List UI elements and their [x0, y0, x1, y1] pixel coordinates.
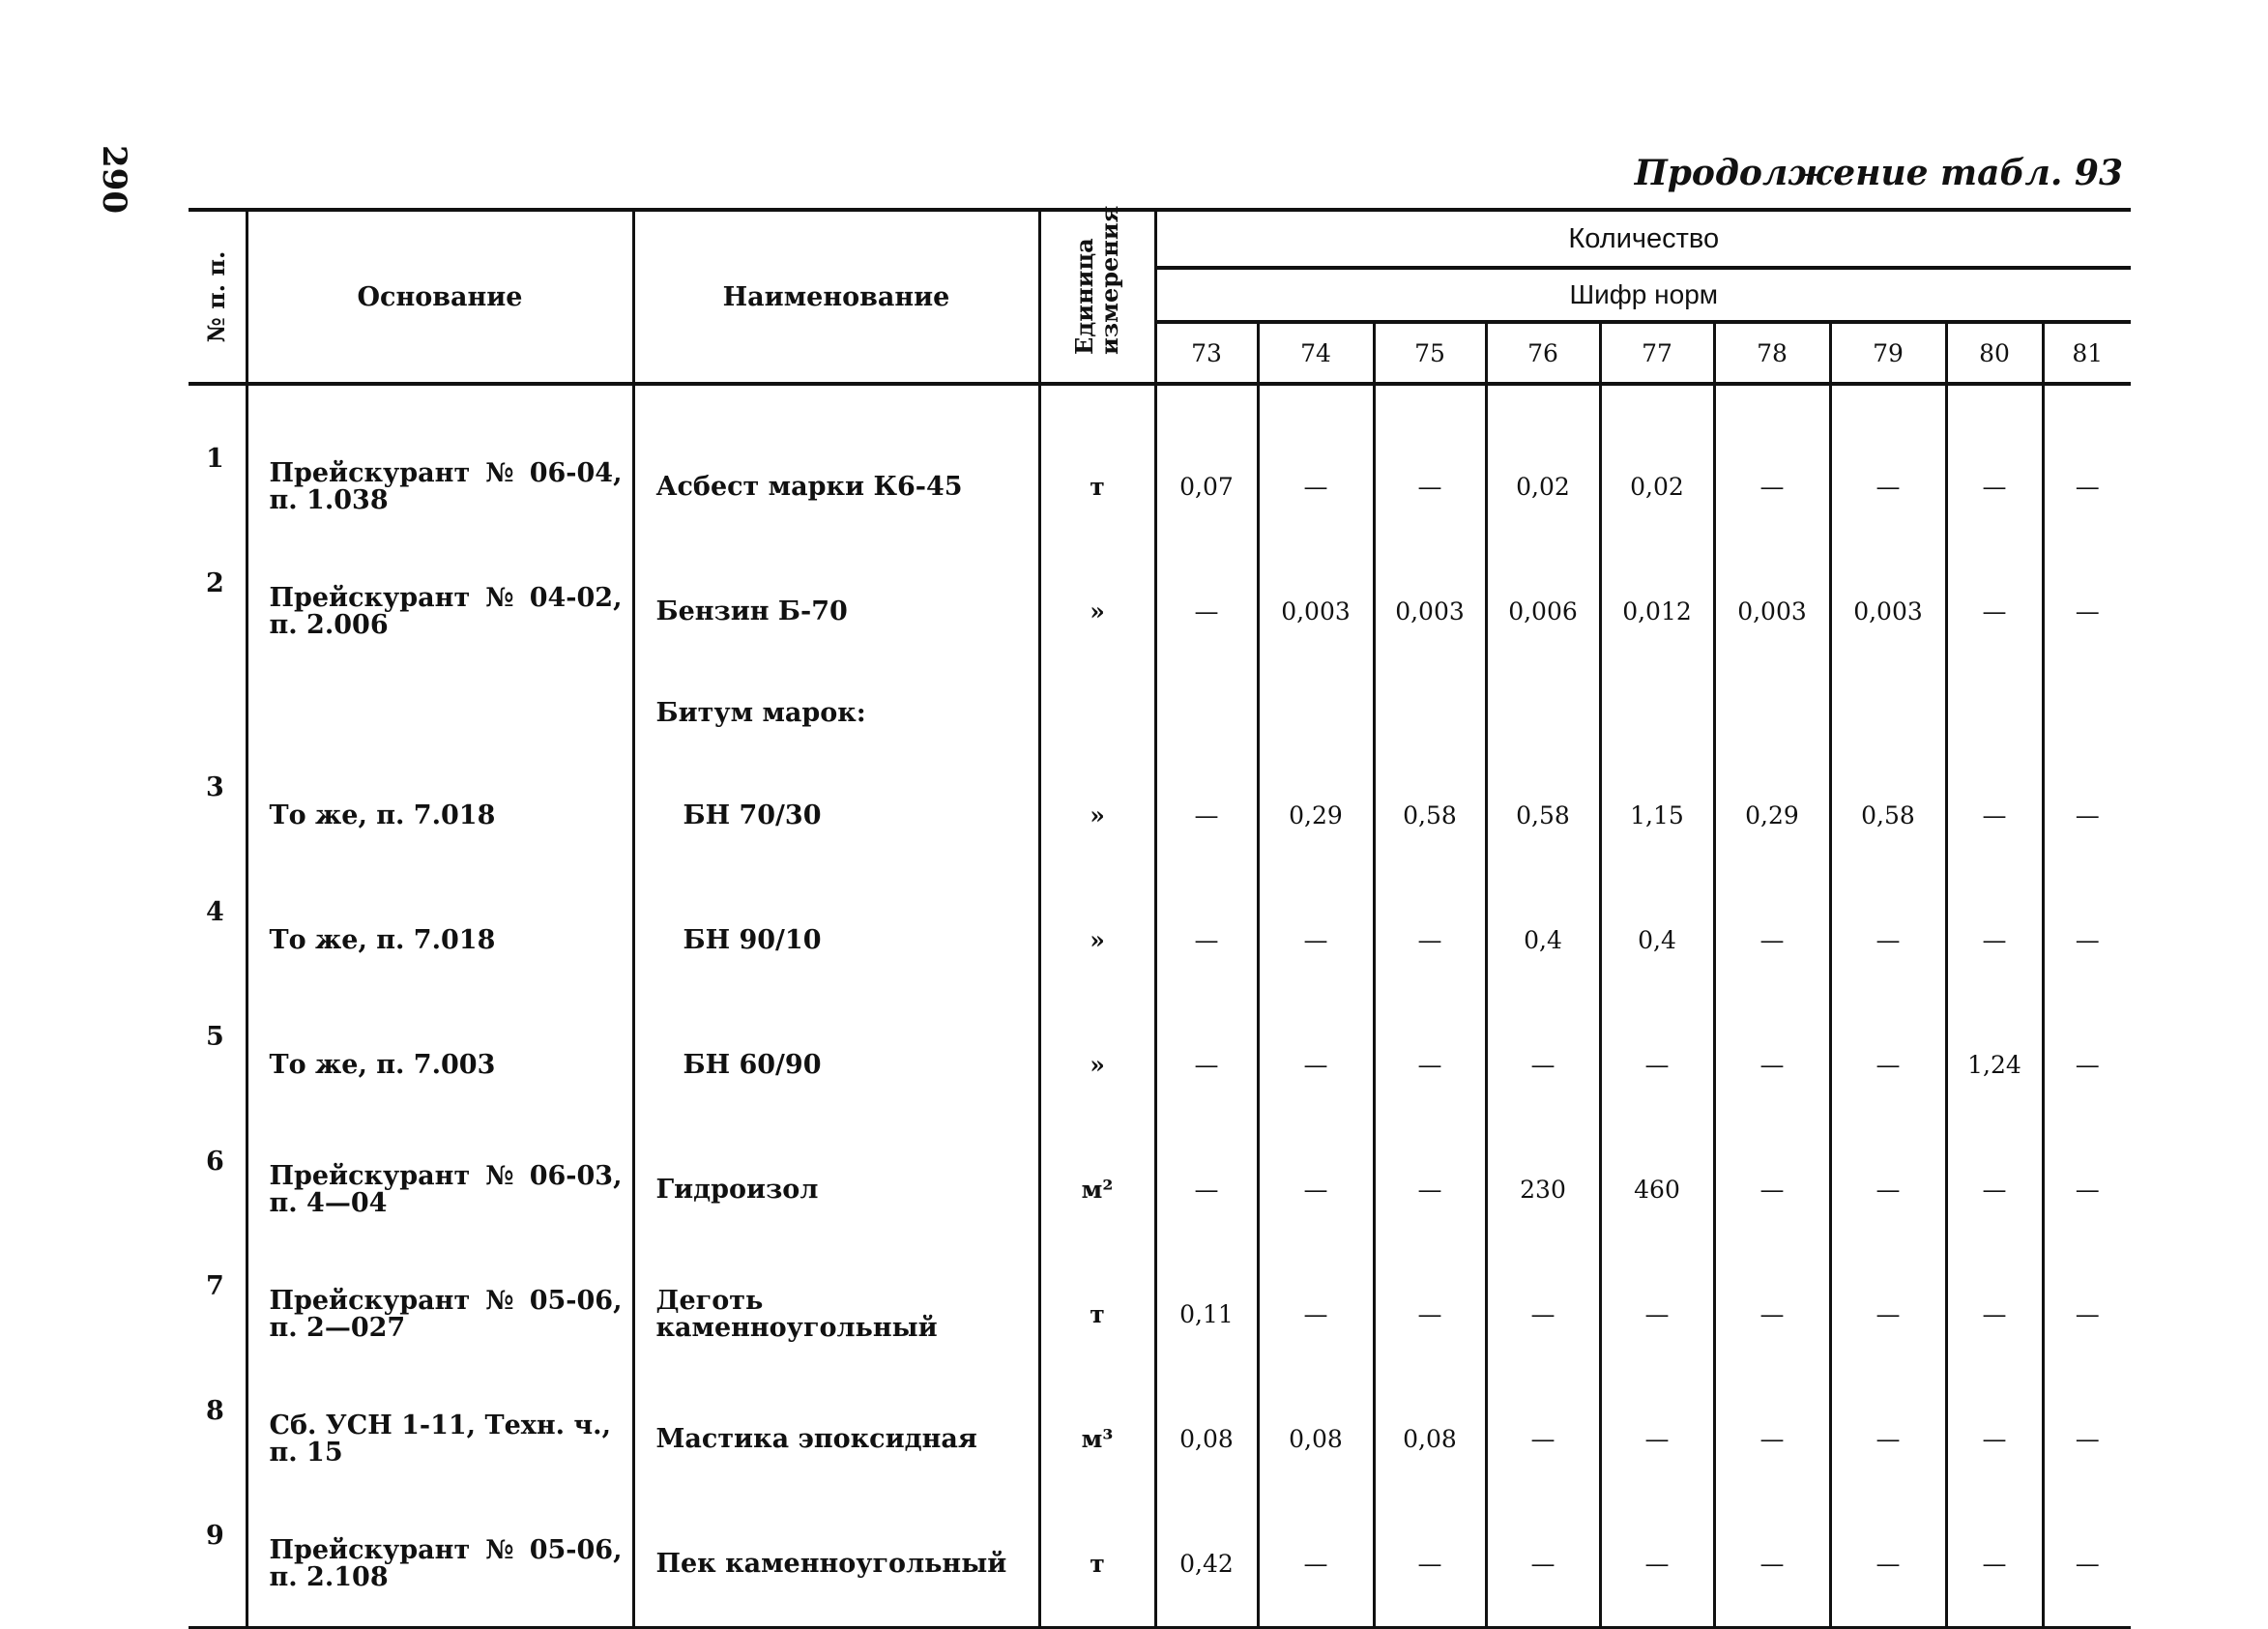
- row-value: 0,02: [1600, 424, 1714, 549]
- row-value: 1,24: [1946, 1003, 2043, 1127]
- table-row: [189, 1003, 2131, 1127]
- row-basis: [247, 549, 633, 674]
- row-value: —: [1830, 1252, 1946, 1377]
- row-value: 0,006: [1486, 549, 1600, 674]
- row-basis: [247, 878, 633, 1003]
- row-value: 0,29: [1258, 753, 1374, 878]
- row-value: —: [1946, 878, 2043, 1003]
- row-value: —: [2075, 472, 2100, 501]
- header-code: 78: [1714, 322, 1830, 384]
- basis-code: 04-02,: [529, 582, 623, 613]
- row-value: [1714, 674, 1830, 753]
- basis-code: 06-04,: [529, 457, 623, 488]
- row-number: 8: [189, 1377, 247, 1501]
- row-value: [1946, 674, 2043, 753]
- row-value: —: [1946, 1501, 2043, 1628]
- row-value: —: [2075, 1299, 2100, 1328]
- row-value: —: [1374, 878, 1486, 1003]
- row-value: 0,08: [1374, 1377, 1486, 1501]
- row-value: —: [1258, 1252, 1374, 1377]
- row-value: —: [2075, 1175, 2100, 1204]
- basis-code: 05-06,: [529, 1285, 623, 1316]
- basis-number-sign: №: [485, 457, 514, 488]
- row-value: —: [1155, 1127, 1258, 1252]
- basis-code: 05-06,: [529, 1534, 623, 1565]
- row-value: 0,02: [1486, 424, 1600, 549]
- row-value: [1830, 674, 1946, 753]
- row-unit: т: [1039, 1252, 1155, 1377]
- row-value: —: [1714, 1501, 1830, 1628]
- basis-source: Прейскурант: [269, 1160, 471, 1191]
- row-unit: т: [1039, 1501, 1155, 1628]
- row-value: —: [1714, 1377, 1830, 1501]
- row-value: 0,08: [1155, 1377, 1258, 1501]
- group-row: [189, 674, 2131, 753]
- spacer-row: [189, 384, 2131, 424]
- row-value: 0,11: [1155, 1252, 1258, 1377]
- row-value: 0,08: [1258, 1377, 1374, 1501]
- row-value: —: [1155, 753, 1258, 878]
- row-value: 0,003: [1374, 549, 1486, 674]
- row-value: —: [1486, 1501, 1600, 1628]
- row-name: Деготь каменноугольный: [633, 1252, 1039, 1377]
- row-value: —: [1714, 1127, 1830, 1252]
- row-number: [189, 674, 247, 753]
- row-value: —: [1374, 1501, 1486, 1628]
- row-number: 3: [189, 753, 247, 878]
- row-name: БН 70/30: [633, 753, 1039, 878]
- header-code: 75: [1374, 322, 1486, 384]
- header-number: № п. п.: [189, 210, 247, 384]
- continuation-title: Продолжение табл. 93: [1634, 153, 2123, 193]
- basis-number-sign: №: [485, 1534, 514, 1565]
- row-value: —: [1374, 1127, 1486, 1252]
- basis-item: п. 15: [269, 1437, 343, 1468]
- row-value: —: [1258, 424, 1374, 549]
- row-value: —: [1155, 878, 1258, 1003]
- basis-source: Прейскурант: [269, 1285, 471, 1316]
- row-unit: »: [1039, 1003, 1155, 1127]
- row-value: —: [1946, 424, 2043, 549]
- row-value: —: [2075, 925, 2100, 954]
- row-value: —: [2075, 1424, 2100, 1453]
- header-code: 80: [1946, 322, 2043, 384]
- row-value: —: [1486, 1252, 1600, 1377]
- header-code: 77: [1600, 322, 1714, 384]
- header-quantity: Количество: [1155, 210, 2131, 268]
- row-value: —: [1600, 1501, 1714, 1628]
- row-name: Битум марок:: [633, 674, 1039, 753]
- row-name: БН 90/10: [633, 878, 1039, 1003]
- row-value: —: [1258, 1501, 1374, 1628]
- row-value: [1374, 674, 1486, 753]
- row-unit: т: [1039, 424, 1155, 549]
- row-number: 6: [189, 1127, 247, 1252]
- row-value: —: [1946, 1127, 2043, 1252]
- row-value: —: [1258, 1127, 1374, 1252]
- row-value: 0,003: [1714, 549, 1830, 674]
- table-row: [189, 1501, 2131, 1628]
- row-value: 0,012: [1600, 549, 1714, 674]
- row-value: 0,58: [1486, 753, 1600, 878]
- row-value: —: [1830, 424, 1946, 549]
- basis-source: То же, п. 7.003: [269, 1049, 496, 1080]
- table-row: [189, 549, 2131, 674]
- header-name: Наименование: [633, 210, 1039, 384]
- row-basis: [247, 424, 633, 549]
- row-number: 5: [189, 1003, 247, 1127]
- row-basis: [247, 674, 633, 753]
- row-unit: »: [1039, 878, 1155, 1003]
- table-row: [189, 753, 2131, 878]
- row-value: —: [1830, 878, 1946, 1003]
- row-basis: [247, 1252, 633, 1377]
- header-code: 73: [1155, 322, 1258, 384]
- row-value: 0,4: [1486, 878, 1600, 1003]
- basis-number-sign: №: [485, 582, 514, 613]
- basis-item: п. 2.108: [269, 1561, 389, 1592]
- basis-item: п. 1.038: [269, 484, 389, 515]
- basis-source: То же, п. 7.018: [269, 800, 496, 830]
- table-row: [189, 424, 2131, 549]
- table-row: [189, 1127, 2131, 1252]
- basis-number-sign: №: [485, 1160, 514, 1191]
- row-value: —: [2075, 1549, 2100, 1578]
- header-code: 74: [1258, 322, 1374, 384]
- row-value: —: [1600, 1377, 1714, 1501]
- row-value: —: [1374, 424, 1486, 549]
- row-value: [1155, 674, 1258, 753]
- row-value: —: [1155, 1003, 1258, 1127]
- materials-table: [189, 205, 2131, 1629]
- row-unit: м²: [1039, 1127, 1155, 1252]
- basis-source: Прейскурант: [269, 1534, 471, 1565]
- row-value: 230: [1486, 1127, 1600, 1252]
- row-name: БН 60/90: [633, 1003, 1039, 1127]
- row-value: —: [1600, 1003, 1714, 1127]
- row-value: —: [1258, 1003, 1374, 1127]
- row-value: 0,07: [1155, 424, 1258, 549]
- row-value: —: [1714, 424, 1830, 549]
- row-value: —: [1714, 1003, 1830, 1127]
- row-value: —: [1600, 1252, 1714, 1377]
- basis-source: Сб. УСН 1-11, Техн. ч.,: [269, 1410, 611, 1440]
- row-value: —: [1374, 1003, 1486, 1127]
- table-row: [189, 1377, 2131, 1501]
- basis-item: п. 4—04: [269, 1187, 388, 1218]
- row-basis: [247, 1003, 633, 1127]
- row-basis: [247, 753, 633, 878]
- header-code: 81: [2043, 322, 2131, 384]
- row-value: [1600, 674, 1714, 753]
- row-value: —: [1830, 1377, 1946, 1501]
- header-basis: Основание: [247, 210, 633, 384]
- row-value: —: [1486, 1377, 1600, 1501]
- row-number: 2: [189, 549, 247, 674]
- row-value: —: [1714, 878, 1830, 1003]
- row-value: —: [1486, 1003, 1600, 1127]
- row-value: 0,58: [1830, 753, 1946, 878]
- row-unit: м³: [1039, 1377, 1155, 1501]
- row-unit: »: [1039, 753, 1155, 878]
- row-value: —: [2075, 800, 2100, 829]
- row-value: 0,42: [1155, 1501, 1258, 1628]
- row-value: —: [1714, 1252, 1830, 1377]
- row-number: 4: [189, 878, 247, 1003]
- row-name: Пек каменноугольный: [633, 1501, 1039, 1628]
- header-unit: Единица измерения: [1039, 210, 1155, 384]
- row-value: —: [1830, 1501, 1946, 1628]
- row-name: Асбест марки К6-45: [633, 424, 1039, 549]
- row-basis: [247, 1501, 633, 1628]
- row-basis: [247, 1377, 633, 1501]
- row-value: —: [1830, 1003, 1946, 1127]
- row-value: 460: [1600, 1127, 1714, 1252]
- row-value: —: [1374, 1252, 1486, 1377]
- row-name: Бензин Б-70: [633, 549, 1039, 674]
- row-value: 1,15: [1600, 753, 1714, 878]
- header-cipher: Шифр норм: [1155, 268, 2131, 322]
- row-value: 0,4: [1600, 878, 1714, 1003]
- row-unit: »: [1039, 549, 1155, 674]
- basis-source: Прейскурант: [269, 457, 471, 488]
- row-value: —: [1946, 753, 2043, 878]
- row-value: —: [1830, 1127, 1946, 1252]
- row-name: Гидроизол: [633, 1127, 1039, 1252]
- row-value: —: [2075, 596, 2100, 625]
- table-row: [189, 878, 2131, 1003]
- row-value: 0,003: [1830, 549, 1946, 674]
- basis-number-sign: №: [485, 1285, 514, 1316]
- row-value: —: [2075, 1050, 2100, 1079]
- row-value: 0,58: [1374, 753, 1486, 878]
- row-basis: [247, 1127, 633, 1252]
- basis-source: То же, п. 7.018: [269, 924, 496, 955]
- row-value: —: [1258, 878, 1374, 1003]
- table-row: [189, 1252, 2131, 1377]
- row-number: 9: [189, 1501, 247, 1628]
- row-value: 0,003: [1258, 549, 1374, 674]
- row-value: 0,29: [1714, 753, 1830, 878]
- row-value: [2043, 674, 2131, 753]
- row-value: —: [1946, 549, 2043, 674]
- row-unit: [1039, 674, 1155, 753]
- header-code: 79: [1830, 322, 1946, 384]
- row-value: —: [1946, 1252, 2043, 1377]
- basis-item: п. 2.006: [269, 609, 389, 640]
- basis-code: 06-03,: [529, 1160, 623, 1191]
- header-code: 76: [1486, 322, 1600, 384]
- row-number: 7: [189, 1252, 247, 1377]
- basis-source: Прейскурант: [269, 582, 471, 613]
- page-number: 290: [95, 145, 133, 214]
- row-value: —: [1155, 549, 1258, 674]
- row-value: —: [1946, 1377, 2043, 1501]
- row-value: [1486, 674, 1600, 753]
- row-value: [1258, 674, 1374, 753]
- basis-item: п. 2—027: [269, 1312, 406, 1343]
- row-number: 1: [189, 424, 247, 549]
- row-name: Мастика эпоксидная: [633, 1377, 1039, 1501]
